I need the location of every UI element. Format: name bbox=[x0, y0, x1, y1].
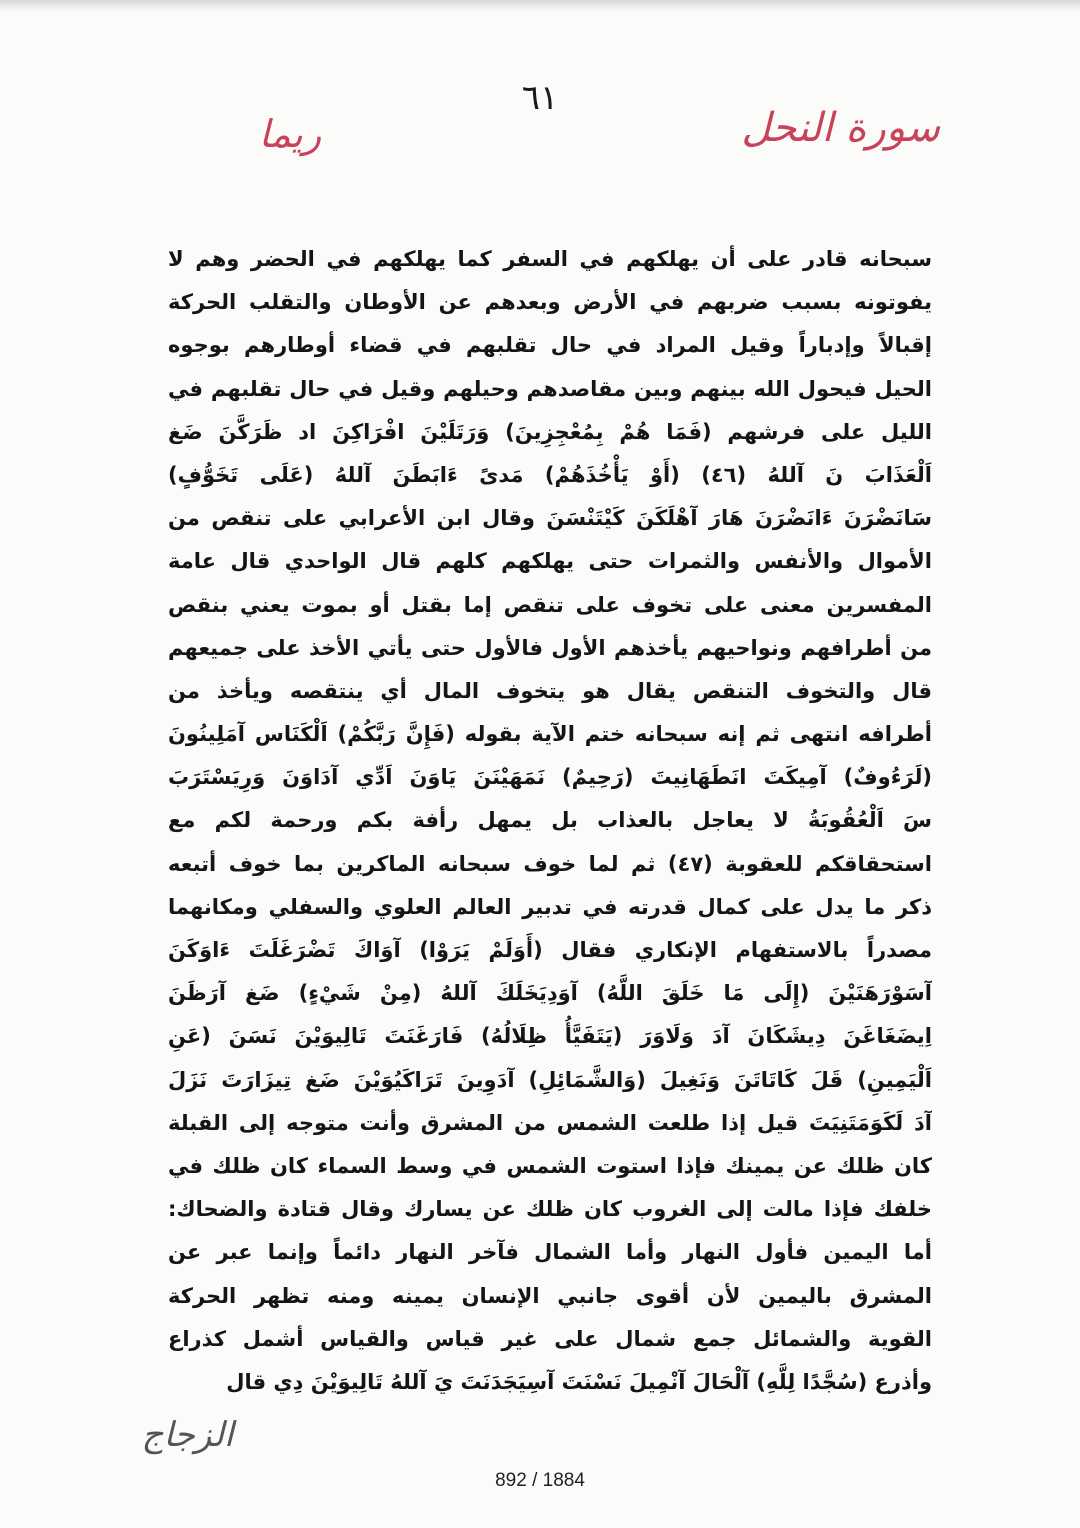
text-line: المفسرين معنى على تخوف على تنقص إما بقتل أو بموت يعني بنقص bbox=[168, 592, 932, 617]
text-line: أطرافه انتهى ثم إنه سبحانه ختم الآية بقوله (فَإِنَّ رَبَّكُمْ) اَلْكَنَاس آمَلِينُونَ bbox=[168, 722, 932, 747]
text-line: قال والتخوف التنقص يقال هو يتخوف المال أي ينتقصه ويأخذ من bbox=[168, 678, 932, 703]
handwritten-name-note: ريما bbox=[258, 112, 322, 156]
text-line: أما اليمين فأول النهار وأما الشمال فآخر النهار دائماً وإنما عبر عن bbox=[168, 1240, 932, 1265]
text-line: آسَوْرَهَنَيْنَ (إِلَى مَا خَلَقَ اللَّهُ) آوَدِيَخَلَكَ آللهُ (مِنْ شَيْءٍ) ضَغ آرَظَنَ bbox=[168, 981, 932, 1006]
text-line: اِيضَغَاغَنَ دِيشَكَانَ آدَ وَلَاوَرَ (يَتَفَيَّأُ ظِلَالُهُ) فَارَغَنَتَ تَالِيوَيْنَ نَسَنَ (عَنِ bbox=[168, 1024, 932, 1049]
text-line: آدَ لَكَوَمَتَنِيَتَ قيل إذا طلعت الشمس من المشرق وأنت متوجه إلى القبلة bbox=[168, 1110, 932, 1135]
text-line: الأموال والأنفس والثمرات حتى يهلكهم كلهم قال الواحدي قال عامة bbox=[168, 549, 932, 574]
text-line: كان ظلك عن يمينك فإذا استوت الشمس في وسط السماء كان ظلك في bbox=[168, 1153, 932, 1178]
text-line: ذكر ما يدل على كمال قدرته في تدبير العالم العلوي والسفلي ومكانهما bbox=[168, 894, 932, 919]
handwritten-surah-note: سورة النحل bbox=[741, 105, 940, 151]
text-line: سَانَضْرَنَ ءَانَضْرَنَ هَارَ آهْلَكَنَ كَيْتَنْسَنَ وقال ابن الأعرابي على تنقص من bbox=[168, 506, 932, 531]
text-line: الحيل فيحول الله بينهم وبين مقاصدهم وحيلهم وقيل في حال تقلبهم في bbox=[168, 376, 932, 401]
text-line: المشرق باليمين لأن أقوى جانبي الإنسان يمينه ومنه تظهر الحركة bbox=[168, 1283, 932, 1308]
text-line: خلفك فإذا مالت إلى الغروب كان ظلك عن يسارك وقال قتادة والضحاك: bbox=[168, 1197, 932, 1222]
text-line: سبحانه قادر على أن يهلكهم في السفر كما يهلكهم في الحضر وهم لا bbox=[168, 247, 932, 271]
page-number: ٦١ bbox=[521, 78, 559, 118]
handwritten-margin-note: الزجاج bbox=[141, 1415, 234, 1455]
text-line: اَلْيَمِينِ) قَلَ كَاتَاتَنَ وَنَغِيلَ (وَالشَّمَائِلِ) آدَوِينَ تَرَاكَيُوَيْنَ ضَغ تِيزَارَتَ نَزَلَ bbox=[168, 1067, 932, 1092]
text-line: يفوتونه بسبب ضربهم في الأرض وبعدهم عن الأوطان والتقلب الحركة bbox=[168, 290, 932, 315]
text-line: استحقاقكم للعقوبة (٤٧) ثم لما خوف سبحانه الماكرين بما خوف أتبعه bbox=[168, 851, 932, 876]
text-line: سَ اَلْعُقُوبَةُ لا يعاجل بالعذاب بل يمهل رأفة بكم ورحمة لكم مع bbox=[168, 808, 932, 833]
page-indicator: 892 / 1884 bbox=[495, 1470, 585, 1491]
text-line: القوية والشمائل جمع شمال على غير قياس والقياس أشمل كذراع bbox=[168, 1326, 932, 1351]
text-line: اَلْعَذَابَ نَ آللهُ (٤٦) (أَوْ يَأْخُذَهُمْ) مَدىً ءَابَطَنَ آللهُ (عَلَى تَخَوُّفٍ) bbox=[168, 462, 932, 487]
text-line: الليل على فرشهم (فَمَا هُمْ بِمُعْجِزِينَ) وَرَتَلَيْنَ افْرَاكِنَ اد ظَرَكَّنَ ضَغ bbox=[168, 419, 932, 444]
text-line: إقبالاً وإدباراً وقيل المراد في حال تقلبهم في قضاء أوطارهم بوجوه bbox=[168, 333, 932, 358]
text-line: مصدراً بالاستفهام الإنكاري فقال (أَوَلَمْ يَرَوْا) آوَاكَ تَضْرَغَلَتَ ءَاوَكَنَ bbox=[168, 938, 932, 962]
body-text bbox=[168, 238, 932, 1404]
text-line: وأذرع (سُجَّدًا لِلَّهِ) آلْحَالَ آنْمِيلَ نَسْنَتَ آسِيَجَدَنَتَ يَ آللهُ تَالِيوَيْنَ دِي قال bbox=[226, 1369, 932, 1394]
text-line: (لَرَءُوفٌ) آمِيكَتَ انَطَهَانِيتَ (رَحِيمٌ) نَمَهَيْنَنَ يَاوَنَ اَدِّي آدَاوَنَ وَرِيَسْتَرَبَ bbox=[168, 765, 932, 790]
text-line: من أطرافهم ونواحيهم يأخذهم الأول فالأول حتى يأتي الأخذ على جميعهم bbox=[168, 635, 932, 660]
scan-top-edge bbox=[0, 0, 1080, 12]
